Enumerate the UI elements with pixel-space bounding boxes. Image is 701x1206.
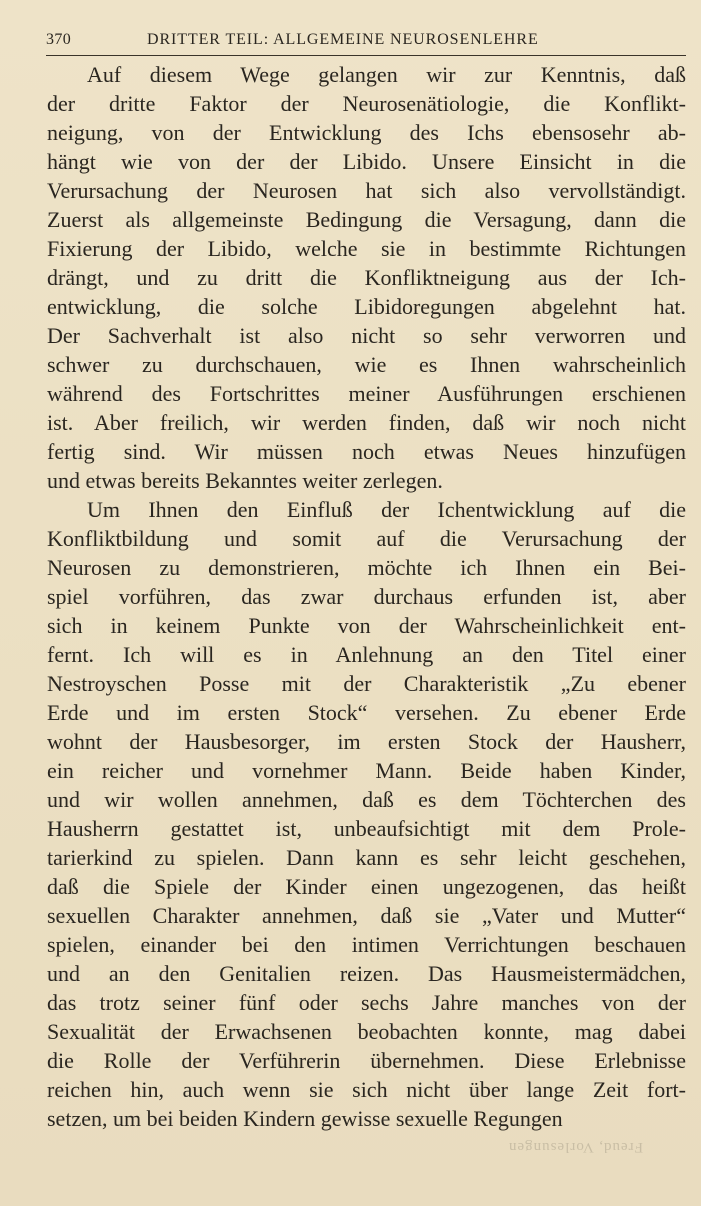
text-line: reichen hin, auch wenn sie sich nicht über lange Zeit fort- — [47, 1077, 686, 1102]
text-line: fernt. Ich will es in Anlehnung an den Titel einer — [47, 642, 686, 667]
text-line: Hausherrn gestattet ist, unbeaufsichtigt mit dem Prole- — [47, 816, 686, 841]
text-line: ein reicher und vornehmer Mann. Beide haben Kinder, — [47, 758, 686, 783]
text-line: während des Fortschrittes meiner Ausführungen erschienen — [47, 381, 686, 406]
text-line: hängt wie von der der Libido. Unsere Einsicht in die — [47, 149, 686, 174]
text-line: neigung, von der Entwicklung des Ichs ebensosehr ab- — [47, 120, 686, 145]
text-line: das trotz seiner fünf oder sechs Jahre manches von der — [47, 990, 686, 1015]
text-line: Nestroyschen Posse mit der Charakteristik „Zu ebener — [47, 671, 686, 696]
text-line: schwer zu durchschauen, wie es Ihnen wahrscheinlich — [47, 352, 686, 377]
text-line: und an den Genitalien reizen. Das Hausmeistermädchen, — [47, 961, 686, 986]
text-line: die Rolle der Verführerin übernehmen. Diese Erlebnisse — [47, 1048, 686, 1073]
text-line: Auf diesem Wege gelangen wir zur Kenntnis, daß — [87, 62, 686, 87]
text-line: spiel vorführen, das zwar durchaus erfunden ist, aber — [47, 584, 686, 609]
text-line: Fixierung der Libido, welche sie in bestimmte Richtungen — [47, 236, 686, 261]
text-line: daß die Spiele der Kinder einen ungezogenen, das heißt — [47, 874, 686, 899]
text-line: und wir wollen annehmen, daß es dem Töchterchen des — [47, 787, 686, 812]
header-rule — [46, 55, 686, 56]
text-line: Der Sachverhalt ist also nicht so sehr verworren und — [47, 323, 686, 348]
paragraphs — [47, 60, 686, 1133]
text-line: sexuellen Charakter annehmen, daß sie „Vater und Mutter“ — [47, 903, 686, 928]
text-line: entwicklung, die solche Libidoregungen abgelehnt hat. — [47, 294, 686, 319]
text-line: drängt, und zu dritt die Konfliktneigung aus der Ich- — [47, 265, 686, 290]
text-line: Um Ihnen den Einfluß der Ichentwicklung auf die — [87, 497, 686, 522]
text-line: und etwas bereits Bekanntes weiter zerlegen. — [47, 468, 443, 493]
page-number: 370 — [46, 31, 72, 48]
text-line: ist. Aber freilich, wir werden finden, daß wir noch nicht — [47, 410, 686, 435]
text-line: Konfliktbildung und somit auf die Verursachung der — [47, 526, 686, 551]
text-line: Verursachung der Neurosen hat sich also vervollständigt. — [47, 178, 686, 203]
body-text — [47, 60, 686, 1133]
text-line: spielen, einander bei den intimen Verrichtungen beschauen — [47, 932, 686, 957]
text-line: Neurosen zu demonstrieren, möchte ich Ihnen ein Bei- — [47, 555, 686, 580]
text-line: setzen, um bei beiden Kindern gewisse sexuelle Regungen — [47, 1106, 563, 1131]
bleed-through-text: Freud, Vorlesungen — [508, 1139, 643, 1155]
text-line: Sexualität der Erwachsenen beobachten konnte, mag dabei — [47, 1019, 686, 1044]
text-line: der dritte Faktor der Neurosenätiologie, die Konflikt- — [47, 91, 686, 116]
text-line: wohnt der Hausbesorger, im ersten Stock der Hausherr, — [47, 729, 686, 754]
running-head: DRITTER TEIL: ALLGEMEINE NEUROSENLEHRE — [147, 31, 539, 48]
text-line: sich in keinem Punkte von der Wahrscheinlichkeit ent- — [47, 613, 686, 638]
text-line: tarierkind zu spielen. Dann kann es sehr leicht geschehen, — [47, 845, 686, 870]
text-line: Zuerst als allgemeinste Bedingung die Versagung, dann die — [47, 207, 686, 232]
text-line: Erde und im ersten Stock“ versehen. Zu ebener Erde — [47, 700, 686, 725]
page-header — [46, 31, 686, 55]
text-line: fertig sind. Wir müssen noch etwas Neues hinzufügen — [47, 439, 686, 464]
